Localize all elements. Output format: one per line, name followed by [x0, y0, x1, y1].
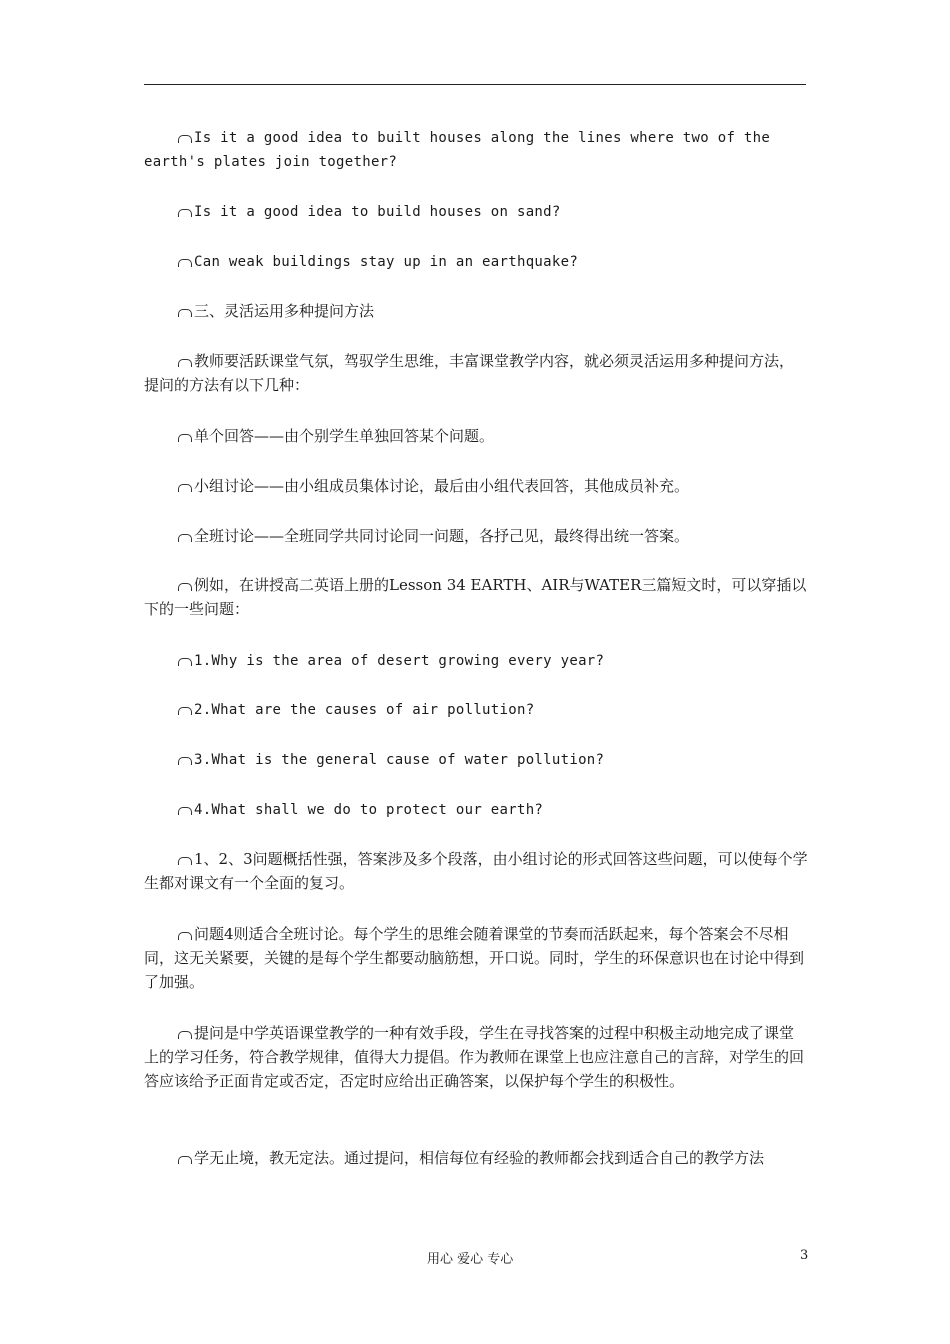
paragraph-mark-icon — [178, 359, 192, 367]
paragraph-mark-icon — [178, 857, 192, 865]
paragraph — [144, 1021, 808, 1093]
paragraph-text: 小组讨论——由小组成员集体讨论，最后由小组代表回答，其他成员补充。 — [194, 477, 690, 495]
paragraph — [144, 200, 808, 224]
paragraph-text: 问题4则适合全班讨论。每个学生的思维会随着课堂的节奏而活跃起来，每个答案会不尽相同，这无关紧要，关键的是每个学生都要动脑筋想，开口说。同时，学生的环保意识也在讨论中得到了加强。 — [144, 925, 805, 991]
paragraph-mark-icon — [178, 1156, 192, 1164]
paragraph-mark-icon — [178, 309, 192, 317]
paragraph-mark-icon — [178, 259, 192, 267]
paragraph-text: 1、2、3问题概括性强，答案涉及多个段落，由小组讨论的形式回答这些问题，可以使每个学生都对课文有一个全面的复习。 — [144, 850, 808, 892]
paragraph-text: 三、灵活运用多种提问方法 — [194, 302, 375, 320]
paragraph — [144, 349, 808, 397]
question-item — [144, 798, 808, 822]
paragraph-text: 3.What is the general cause of water pollution? — [194, 752, 605, 768]
paragraph-text: 全班讨论——全班同学共同讨论同一问题，各抒己见，最终得出统一答案。 — [194, 527, 690, 545]
paragraph-text: 4.What shall we do to protect our earth? — [194, 802, 544, 818]
paragraph — [144, 424, 808, 448]
paragraph-mark-icon — [178, 434, 192, 442]
paragraph-text: 2.What are the causes of air pollution? — [194, 702, 535, 718]
paragraph — [144, 573, 808, 621]
page-footer — [0, 1248, 950, 1268]
paragraph-mark-icon — [178, 807, 192, 815]
paragraph-mark-icon — [178, 484, 192, 492]
paragraph-text: 教师要活跃课堂气氛，驾驭学生思维，丰富课堂教学内容，就必须灵活运用多种提问方法，提问的方法有以下几种： — [144, 352, 795, 394]
paragraph-text: Can weak buildings stay up in an earthquake? — [194, 254, 579, 270]
section-heading — [144, 299, 808, 323]
paragraph — [144, 1146, 808, 1170]
paragraph-mark-icon — [178, 209, 192, 217]
paragraph-mark-icon — [178, 707, 192, 715]
paragraph — [144, 847, 808, 895]
paragraph — [144, 126, 808, 174]
paragraph-text: Is it a good idea to built houses along the lines where two of the earth's plates join together? — [144, 130, 771, 170]
footer-text: 用心 爱心 专心 — [427, 1252, 514, 1267]
question-item — [144, 748, 808, 772]
paragraph-text: Is it a good idea to build houses on sand? — [194, 204, 561, 220]
paragraph-mark-icon — [178, 135, 192, 143]
question-item — [144, 698, 808, 722]
paragraph-mark-icon — [178, 583, 192, 591]
paragraph-text: 1.Why is the area of desert growing every year? — [194, 653, 605, 669]
page-number: 3 — [800, 1248, 809, 1263]
paragraph — [144, 250, 808, 274]
paragraph — [144, 474, 808, 498]
paragraph-text: 单个回答——由个别学生单独回答某个问题。 — [194, 427, 495, 445]
paragraph — [144, 922, 808, 994]
paragraph-mark-icon — [178, 658, 192, 666]
paragraph-mark-icon — [178, 757, 192, 765]
paragraph — [144, 524, 808, 548]
paragraph-mark-icon — [178, 1031, 192, 1039]
paragraph-text: 学无止境，教无定法。通过提问，相信每位有经验的教师都会找到适合自己的教学方法 — [194, 1149, 765, 1167]
paragraph-text: 提问是中学英语课堂教学的一种有效手段，学生在寻找答案的过程中积极主动地完成了课堂上的学习任务，符合教学规律，值得大力提倡。作为教师在课堂上也应注意自己的言辞，对学生的回答应该给予正面肯定或否定，否定时应给出正确答案，以保护每个学生的积极性。 — [144, 1024, 805, 1090]
paragraph-mark-icon — [178, 932, 192, 940]
paragraph-mark-icon — [178, 534, 192, 542]
header-rule — [144, 84, 806, 85]
paragraph-text: 例如，在讲授高二英语上册的Lesson 34 EARTH、AIR与WATER三篇短文时，可以穿插以下的一些问题： — [144, 576, 807, 618]
question-item — [144, 649, 808, 673]
